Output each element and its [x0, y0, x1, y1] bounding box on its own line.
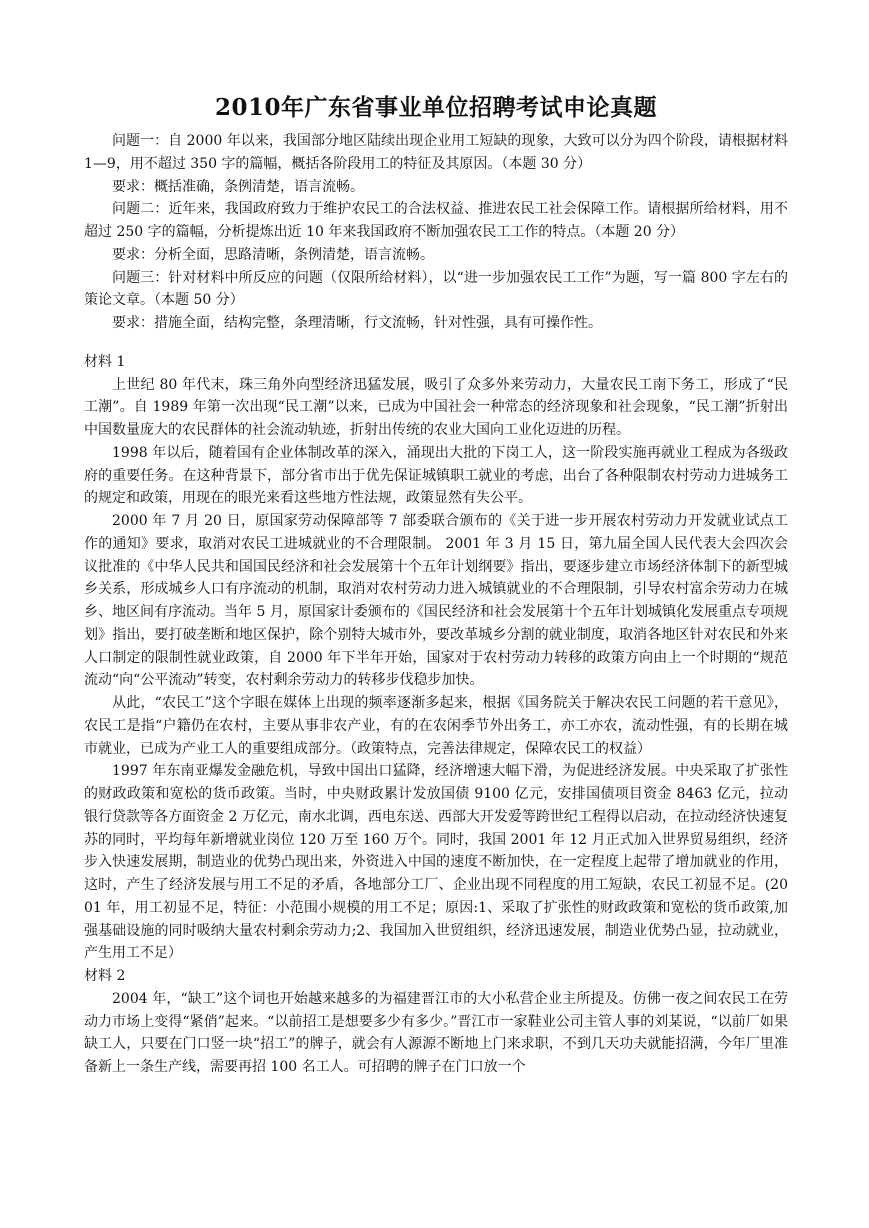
material-1-label: 材料 1: [84, 353, 126, 370]
questions-section: [84, 130, 788, 335]
document-title: 2010年广东省事业单位招聘考试申论真题: [214, 94, 657, 121]
material-2-paragraph: 2004 年，“缺工”这个词也开始越来越多的为福建晋江市的大小私营企业主所提及。仿佛一夜之间农民工在劳动力市场上变得“紧俏”起来。“以前招工是想要多少有多少。”晋江市一家鞋业公司主管人事的刘某说，“以前厂如果缺工人，只要在门口竖一块“招工”的牌子，就会有人源源不断地上门来求职，不到几天功夫就能招满，今年厂里准备新上一条生产线，需要再招 100 名工人。可招聘的牌子在门口放一个: [84, 990, 788, 1075]
question-1-requirement: 要求：概括准确，条例清楚，语言流畅。: [112, 178, 364, 195]
material-1-paragraph: 上世纪 80 年代末，珠三角外向型经济迅猛发展，吸引了众多外来劳动力，大量农民工南下务工，形成了“民工潮”。自 1989 年第一次出现“民工潮”以来，已成为中国社会一种常态的经济现象和社会现象，“民工潮”折射出中国数量庞大的农民群体的社会流动轨迹，折射出传统的农业大国向工业化迈进的历程。: [84, 376, 788, 438]
question-3: 问题三：针对材料中所反应的问题（仅限所给材料），以“进一步加强农民工工作”为题，写一篇 800 字左右的策论文章。（本题 50 分）: [84, 269, 788, 309]
material-1-paragraph: 从此，“农民工”这个字眼在媒体上出现的频率逐渐多起来，根据《国务院关于解决农民工问题的若干意见》，农民工是指“户籍仍在农村，主要从事非农产业，有的在农闲季节外出务工，亦工亦农，流动性强，有的长期在城市就业，已成为产业工人的重要组成部分。（政策特点，完善法律规定，保障农民工的权益）: [84, 695, 788, 757]
material-1-paragraph: 1997 年东南亚爆发金融危机，导致中国出口猛降，经济增速大幅下滑，为促进经济发展。中央采取了扩张性的财政政策和宽松的货币政策。当时，中央财政累计发放国债 9100 亿元，安排国债项目资金 8463 亿元，拉动银行贷款等各方面资金 2 万亿元，南水北调，西电东送、西部大开发爱等跨世纪工程得以启动，在拉动经济快速复苏的同时，平均每年新增就业岗位 120 万至 160 万个。同时，我国 2001 年 12 月正式加入世界贸易组织，经济步入快速发展期，制造业的优势凸现出来，外资进入中国的速度不断加快，在一定程度上起带了增加就业的作用，这时，产生了经济发展与用工不足的矛盾，各地部分工厂、企业出现不同程度的用工短缺，农民工初显不足。(2001 年，用工初显不足，特征：小范围小规模的用工不足；原因:1、采取了扩张性的财政政策和宽松的货币政策,加强基础设施的同时吸纳大量农村剩余劳动力;2、我国加入世贸组织，经济迅速发展，制造业优势凸显，拉动就业，产生用工不足）: [84, 763, 788, 962]
material-1-paragraph: 1998 年以后，随着国有企业体制改革的深入，涌现出大批的下岗工人，这一阶段实施再就业工程成为各级政府的重要任务。在这种背景下，部分省市出于优先保证城镇职工就业的考虑，出台了各种限制农村劳动力进城务工的规定和政策，用现在的眼光来看这些地方性法规，政策显然有失公平。: [84, 444, 788, 507]
material-1-paragraph: 2000 年 7 月 20 日，原国家劳动保障部等 7 部委联合颁布的《关于进一步开展农村劳动力开发就业试点工作的通知》要求，取消对农民工进城就业的不合理限制。 2001 年 3 月 15 日，第九届全国人民代表大会四次会议批准的《中华人民共和国国民经济和社会发展第十个五年计划纲要》指出，要逐步建立市场经济体制下的新型城乡关系，形成城乡人口有序流动的机制，取消对农村劳动力进入城镇就业的不合理限制，引导农村富余劳动力在城乡、地区间有序流动。当年 5 月，原国家计委颁布的《国民经济和社会发展第十个五年计划城镇化发展重点专项规划》指出，要打破垄断和地区保护，除个别特大城市外，要改革城乡分割的就业制度，取消各地区针对农民和外来人口制定的限制性就业政策，自 2000 年下半年开始，国家对于农村劳动力转移的政策方向由上一个时期的“规范流动“向“公平流动”转变，农村剩余劳动力的转移步伐稳步加快。: [84, 513, 788, 689]
material-1-section: [84, 351, 788, 965]
material-2-label: 材料 2: [84, 968, 126, 984]
material-2-section: [84, 965, 788, 1079]
section-spacer: [84, 335, 788, 351]
question-1: 问题一：自 2000 年以来，我国部分地区陆续出现企业用工短缺的现象，大致可以分为四个阶段，请根据材料 1—9，用不超过 350 字的篇幅，概括各阶段用工的特征及其原因。（本题 30 分）: [84, 133, 788, 172]
question-2: 问题二：近年来，我国政府致力于维护农民工的合法权益、推进农民工社会保障工作。请根据所给材料，用不超过 250 字的篇幅，分析提炼出近 10 年来我国政府不断加强农民工工作的特点。（本题 20 分）: [84, 201, 788, 240]
question-3-requirement: 要求：措施全面，结构完整，条理清晰，行文流畅，针对性强，具有可操作性。: [112, 315, 602, 331]
question-2-requirement: 要求：分析全面，思路清晰，条例清楚，语言流畅。: [112, 246, 434, 263]
